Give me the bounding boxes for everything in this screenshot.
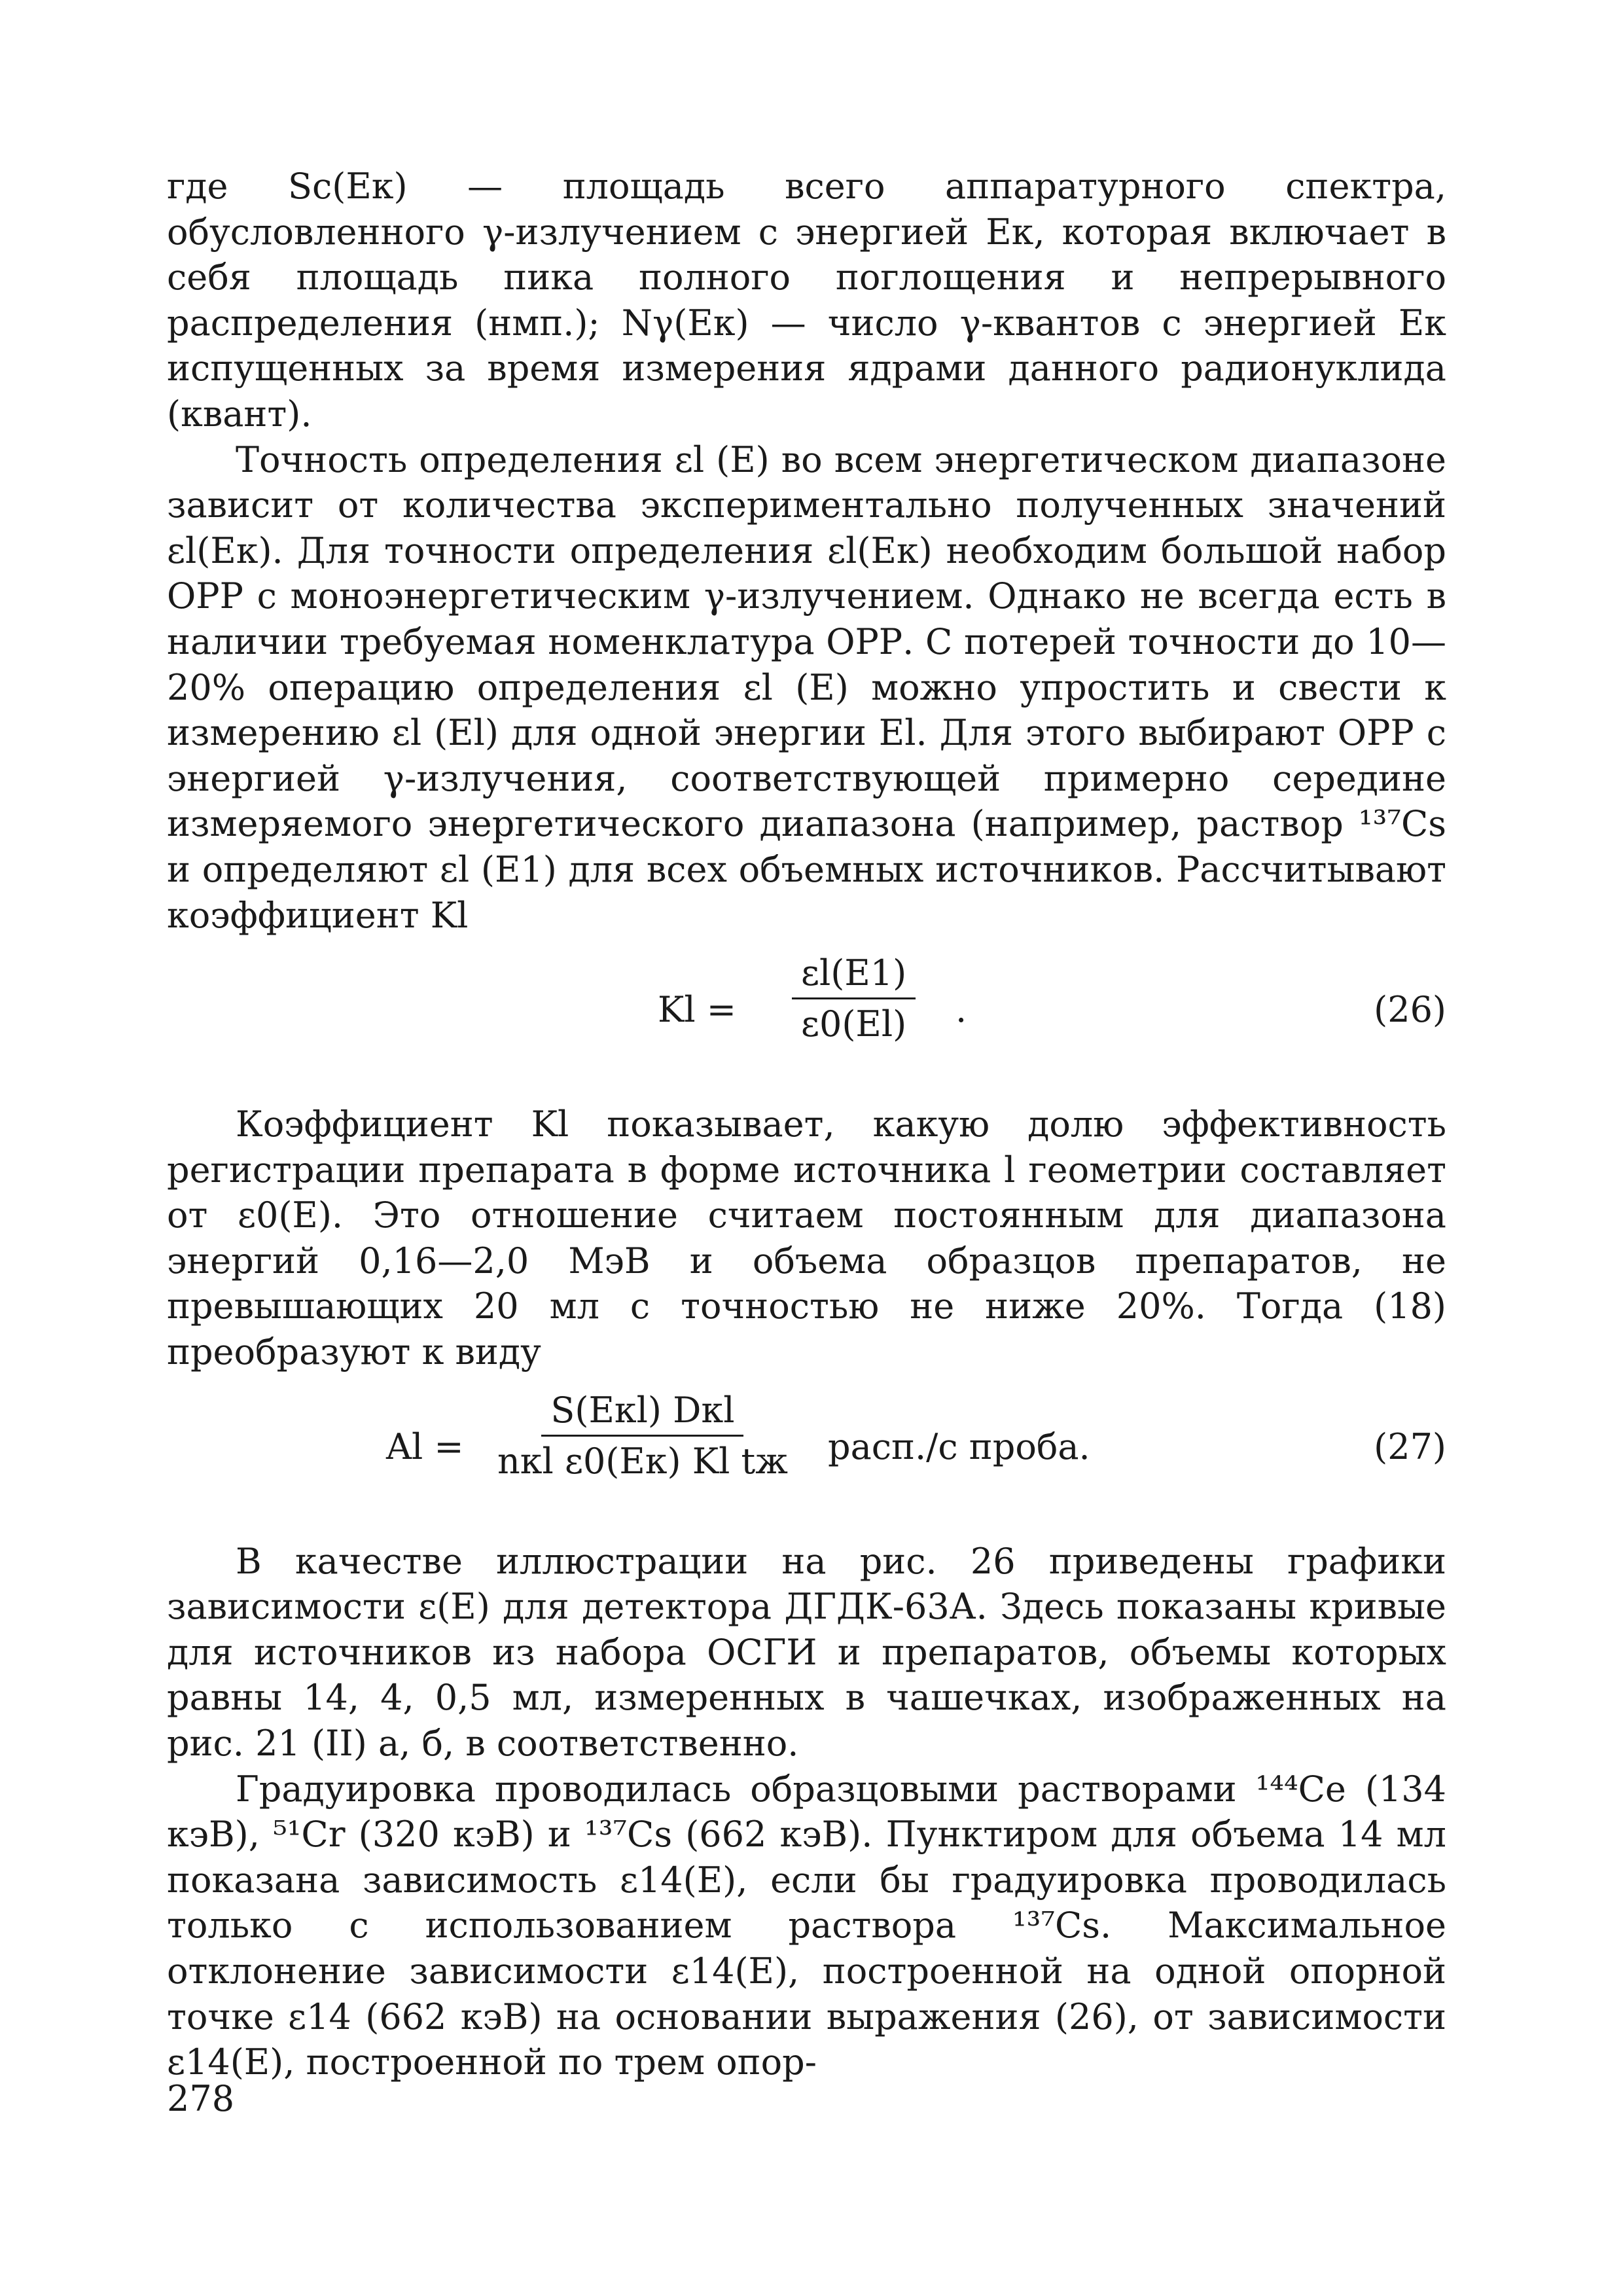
formula-27 — [167, 1375, 1446, 1539]
page-number: 278 — [167, 2078, 235, 2119]
formula-26 — [167, 938, 1446, 1102]
formula-26-number: (26) — [1374, 989, 1446, 1031]
formula-26-fraction — [792, 952, 916, 1045]
formula-27-fraction — [497, 1390, 788, 1482]
formula-27-numerator: S(Eкl) Dкl — [541, 1390, 743, 1437]
formula-26-lhs: Kl = — [658, 989, 737, 1031]
formula-27-tail: расп./с проба. — [828, 1426, 1090, 1467]
formula-27-lhs: Al = — [386, 1426, 464, 1467]
paragraph-5: Градуировка проводилась образцовыми растворами ¹⁴⁴Ce (134 кэВ), ⁵¹Cr (320 кэВ) и ¹³⁷Cs (662 кэВ). Пунктиром для объема 14 мл показана зависимость ε14(E), если бы градуировка проводилась только с использованием раствора ¹³⁷Cs. Максимальное отклонение зависимости ε14(E), построенной на одной опорной точке ε14 (662 кэВ) на основании выражения (26), от зависимости ε14(E), построенной по трем опор- — [167, 1768, 1446, 2083]
formula-27-denominator: nкl ε0(Eк) Kl tж — [497, 1440, 788, 1482]
formula-26-denominator: ε0(El) — [801, 1003, 907, 1045]
formula-26-numerator: εl(E1) — [792, 952, 916, 999]
formula-27-number: (27) — [1374, 1426, 1446, 1467]
formula-26-tail: . — [955, 989, 967, 1031]
text-block — [167, 164, 1446, 2085]
paragraph-4: В качестве иллюстрации на рис. 26 приведены графики зависимости ε(E) для детектора ДГДК-63А. Здесь показаны кривые для источников из набора ОСГИ и препаратов, объемы которых равны 14, 4, 0,5 мл, измеренных в чашечках, изображенных на рис. 21 (II) а, б, в соответственно. — [167, 1540, 1446, 1765]
paragraph-3: Коэффициент Kl показывает, какую долю эффективность регистрации препарата в форме источника l геометрии составляет от ε0(E). Это отношение считаем постоянным для диапазона энергий 0,16—2,0 МэВ и объема образцов препаратов, не превышающих 20 мл с точностью не ниже 20%. Тогда (18) преобразуют к виду — [167, 1103, 1446, 1373]
paragraph-1: где Sс(Eк) — площадь всего аппаратурного спектра, обусловленного γ-излучением с энергией Eк, которая включает в себя площадь пика полного поглощения и непрерывного распределения (нмп.); Nγ(Eк) — число γ-квантов с энергией Eк испущенных за время измерения ядрами данного радионуклида (квант). — [167, 166, 1446, 435]
paragraph-2: Точность определения εl (E) во всем энергетическом диапазоне зависит от количества экспериментально полученных значений εl(Eк). Для точности определения εl(Eк) необходим большой набор ОРР с моноэнергетическим γ-излучением. Однако не всегда есть в наличии требуемая номенклатура ОРР. С потерей точности до 10—20% операцию определения εl (E) можно упростить и свести к измерению εl (El) для одной энергии El. Для этого выбирают ОРР с энергией γ-излучения, соответствующей примерно середине измеряемого энергетического диапазона (например, раствор ¹³⁷Cs и определяют εl (E1) для всех объемных источников. Рассчитывают коэффициент Kl — [167, 439, 1446, 936]
